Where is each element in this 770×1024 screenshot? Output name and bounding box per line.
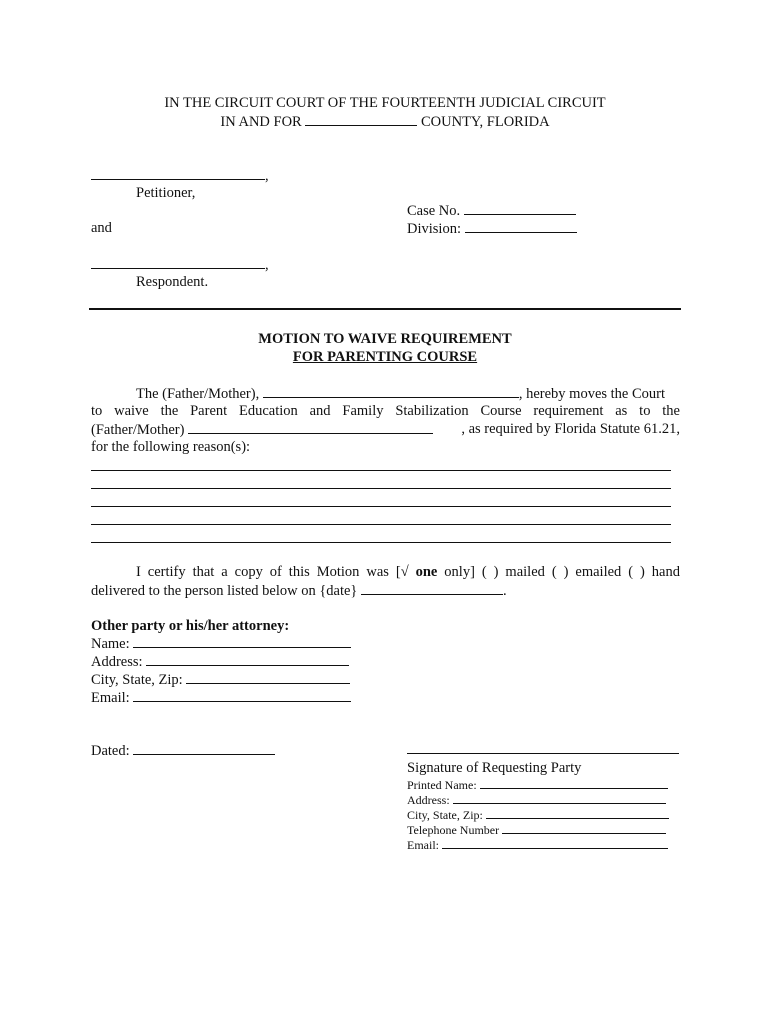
reason-line-4[interactable] [91, 524, 671, 525]
body-statute: , as required by Florida Statute 61.21, [461, 421, 680, 437]
body-line4: for the following reason(s): [91, 439, 251, 455]
sig-telephone-blank[interactable] [502, 822, 666, 834]
other-party-name-line [91, 634, 351, 653]
other-party-name-blank[interactable] [133, 634, 351, 648]
other-parent-blank[interactable] [188, 420, 433, 434]
division-line [407, 219, 577, 238]
other-party-address-line [91, 652, 349, 671]
body-hereby-moves: , hereby moves the Court [518, 386, 666, 402]
other-party-email-blank[interactable] [133, 688, 351, 702]
certify-text-a: I certify that a copy of this Motion was [√ [136, 564, 416, 580]
sig-email-label: Email: [407, 838, 439, 852]
signature-label: Signature of Requesting Party [407, 760, 582, 776]
sig-city-line [407, 807, 669, 823]
signature-line[interactable] [407, 753, 679, 754]
reason-line-3[interactable] [91, 506, 671, 507]
sig-address-blank[interactable] [453, 792, 666, 804]
certify-one: one [415, 564, 438, 580]
other-party-city-line [91, 670, 350, 689]
caption-divider [89, 308, 681, 310]
division-blank[interactable] [465, 219, 577, 233]
respondent-comma: , [265, 257, 269, 273]
body-line3 [91, 420, 680, 439]
certify-text-b: only] ( ) mailed ( ) emailed ( ) hand [437, 564, 680, 580]
sig-telephone-label: Telephone Number [407, 823, 500, 837]
petitioner-label: Petitioner, [136, 185, 196, 201]
court-county-florida: COUNTY, FLORIDA [420, 114, 550, 130]
certify-line2 [91, 581, 507, 600]
date-blank[interactable] [361, 581, 503, 595]
moving-party-blank[interactable] [263, 384, 519, 398]
sig-address-line [407, 792, 666, 808]
sig-printed-name-label: Printed Name: [407, 778, 477, 792]
other-party-address-blank[interactable] [146, 652, 349, 666]
sig-city-blank[interactable] [486, 807, 669, 819]
petitioner-name-blank[interactable] [91, 166, 265, 180]
other-party-email-label: Email: [91, 690, 130, 706]
body-line2: to waive the Parent Education and Family Stabilization Course requirement as to the [91, 403, 680, 419]
respondent-label: Respondent. [136, 274, 209, 290]
certify-period: . [503, 583, 507, 599]
sig-email-blank[interactable] [442, 837, 668, 849]
other-party-heading: Other party or his/her attorney: [91, 618, 290, 634]
dated-line [91, 741, 275, 760]
reason-line-5[interactable] [91, 542, 671, 543]
respondent-name-blank[interactable] [91, 255, 265, 269]
sig-address-label: Address: [407, 793, 450, 807]
sig-telephone-line [407, 822, 666, 838]
sig-city-label: City, State, Zip: [407, 808, 483, 822]
court-heading-line2 [0, 112, 770, 131]
and-label: and [91, 220, 112, 236]
motion-title-line1: MOTION TO WAIVE REQUIREMENT [258, 331, 512, 347]
reason-line-2[interactable] [91, 488, 671, 489]
division-label: Division: [407, 221, 461, 237]
other-party-city-label: City, State, Zip: [91, 672, 183, 688]
court-heading-line1: IN THE CIRCUIT COURT OF THE FOURTEENTH JUDICIAL CIRCUIT [164, 95, 606, 111]
dated-label: Dated: [91, 743, 130, 759]
certify-delivered: delivered to the person listed below on {date} [91, 583, 358, 599]
petitioner-comma: , [265, 168, 269, 184]
court-in-and-for: IN AND FOR [220, 114, 302, 130]
other-party-city-blank[interactable] [186, 670, 350, 684]
motion-title-line2: FOR PARENTING COURSE [292, 349, 478, 365]
county-blank[interactable] [305, 112, 417, 126]
case-no-blank[interactable] [464, 201, 576, 215]
dated-blank[interactable] [133, 741, 275, 755]
other-party-name-label: Name: [91, 636, 130, 652]
case-no-line [407, 201, 576, 220]
body-father-mother-label: (Father/Mother) [91, 422, 185, 438]
other-party-address-label: Address: [91, 654, 143, 670]
other-party-email-line [91, 688, 351, 707]
certify-line1 [136, 563, 680, 581]
sig-printed-name-line [407, 777, 668, 793]
respondent-name-line [91, 255, 269, 274]
reason-line-1[interactable] [91, 470, 671, 471]
petitioner-name-line [91, 166, 269, 185]
sig-email-line [407, 837, 668, 853]
body-line1 [136, 384, 665, 403]
body-father-mother-intro: The (Father/Mother), [136, 386, 260, 402]
case-no-label: Case No. [407, 203, 461, 219]
sig-printed-name-blank[interactable] [480, 777, 668, 789]
